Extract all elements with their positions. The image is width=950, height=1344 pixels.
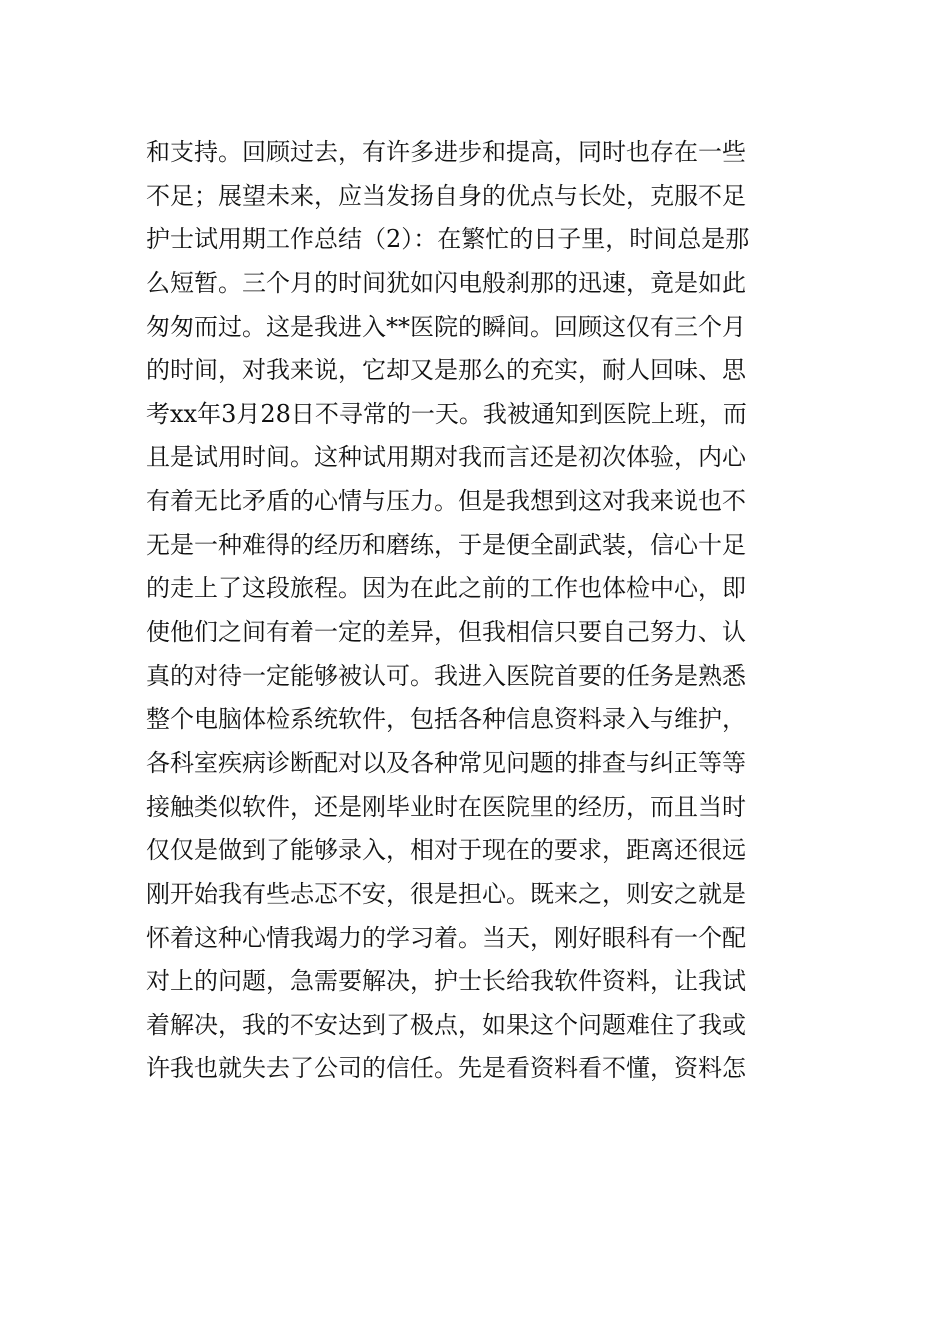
text-line: 怀着这种心情我竭力的学习着。当天，刚好眼科有一个配 xyxy=(146,923,746,952)
body-text xyxy=(146,131,810,1091)
text-line: 和支持。回顾过去，有许多进步和提高，同时也存在一些 xyxy=(146,138,746,166)
text-line: 刚开始我有些忐忑不安，很是担心。既来之，则安之就是 xyxy=(146,879,746,908)
text-line: 有着无比矛盾的心情与压力。但是我想到这对我来说也不 xyxy=(146,487,746,516)
text-line: 且是试用时间。这种试用期对我而言还是初次体验，内心 xyxy=(146,443,746,472)
text-line: 不足；展望未来，应当发扬自身的优点与长处，克服不足 xyxy=(146,181,746,210)
text-line: 考xx年3月28日不寻常的一天。我被通知到医院上班，而 xyxy=(146,399,747,428)
text-line: 许我也就失去了公司的信任。先是看资料看不懂，资料怎 xyxy=(146,1054,746,1083)
text-line: 护士试用期工作总结（2）：在繁忙的日子里，时间总是那 xyxy=(146,225,750,254)
text-line: 接触类似软件，还是刚毕业时在医院里的经历，而且当时 xyxy=(146,792,746,821)
text-line: 匆匆而过。这是我进入**医院的瞬间。回顾这仅有三个月 xyxy=(146,312,746,341)
text-line: 着解决，我的不安达到了极点，如果这个问题难住了我或 xyxy=(146,1010,746,1039)
text-line: 的时间，对我来说，它却又是那么的充实，耐人回味、思 xyxy=(146,356,746,385)
text-line: 的走上了这段旅程。因为在此之前的工作也体检中心，即 xyxy=(146,574,746,603)
text-line: 整个电脑体检系统软件，包括各种信息资料录入与维护， xyxy=(146,705,746,734)
text-line: 无是一种难得的经历和磨练，于是便全副武装，信心十足 xyxy=(146,530,746,559)
text-line: 对上的问题，急需要解决，护士长给我软件资料，让我试 xyxy=(146,967,746,996)
text-line: 各科室疾病诊断配对以及各种常见问题的排查与纠正等等 xyxy=(146,748,746,777)
text-line: 仅仅是做到了能够录入，相对于现在的要求，距离还很远 xyxy=(146,836,746,865)
text-line: 真的对待一定能够被认可。我进入医院首要的任务是熟悉 xyxy=(146,661,746,690)
text-line: 么短暂。三个月的时间犹如闪电般刹那的迅速，竟是如此 xyxy=(146,268,746,297)
text-line: 使他们之间有着一定的差异，但我相信只要自己努力、认 xyxy=(146,618,746,647)
